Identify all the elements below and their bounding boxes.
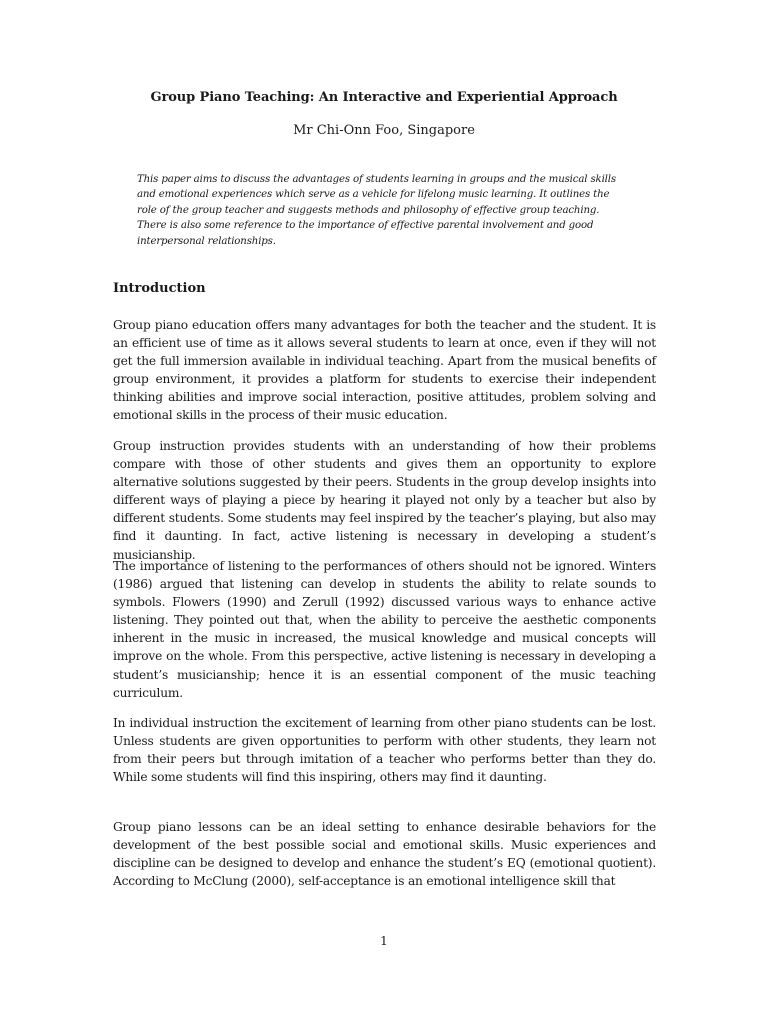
body-paragraph: Group piano education offers many advantages for both the teacher and the student. It is an efficient use of time as it allows several students to learn at once, even if they will not get the full immersion available in individual teaching. Apart from the musical benefits of group environment, it provides a platform for students to exercise their independent thinking abilities and improve social interaction, positive attitudes, problem solving and emotional skills in the process of their music education. <box>113 318 656 423</box>
paper-abstract: This paper aims to discuss the advantages of students learning in groups and the musical skills and emotional experiences which serve as a vehicle for lifelong music learning. It outlines the role of the group teacher and suggests methods and philosophy of effective group teaching. There is also some reference to the importance of effective parental involvement and good interpersonal relationships. <box>137 174 616 247</box>
body-paragraph: The importance of listening to the performances of others should not be ignored. Winters (1986) argued that listening can develop in students the ability to relate sounds to symbols. Flowers (1990) and Zerull (1992) discussed various ways to enhance active listening. They pointed out that, when the ability to perceive the aesthetic components inherent in the music in increased, the musical knowledge and musical concepts will improve on the whole. From this perspective, active listening is necessary in developing a student’s musicianship; hence it is an essential component of the music teaching curriculum. <box>113 559 656 700</box>
body-paragraph: In individual instruction the excitement of learning from other piano students can be lost. Unless students are given opportunities to perform with other students, they learn not from their peers but through imitation of a teacher who performs better than they do. While some students will find this inspiring, others may find it daunting. <box>113 716 656 785</box>
paper-author: Mr Chi-Onn Foo, Singapore <box>293 123 475 138</box>
paper-title: Group Piano Teaching: An Interactive and Experiential Approach <box>150 90 618 105</box>
section-heading-introduction: Introduction <box>113 281 206 296</box>
body-paragraph: Group piano lessons can be an ideal setting to enhance desirable behaviors for the development of the best possible social and emotional skills. Music experiences and discipline can be designed to develop and enhance the student’s EQ (emotional quotient). According to McClung (2000), self-acceptance is an emotional intelligence skill that <box>113 820 656 889</box>
page-number: 1 <box>380 934 388 948</box>
body-paragraph: Group instruction provides students with an understanding of how their problems compare with those of other students and gives them an opportunity to explore alternative solutions suggested by their peers. Students in the group develop insights into different ways of playing a piece by hearing it played not only by a teacher but also by different students. Some students may feel inspired by the teacher’s playing, but also may find it daunting. In fact, active listening is necessary in developing a student’s musicianship. <box>113 439 656 562</box>
